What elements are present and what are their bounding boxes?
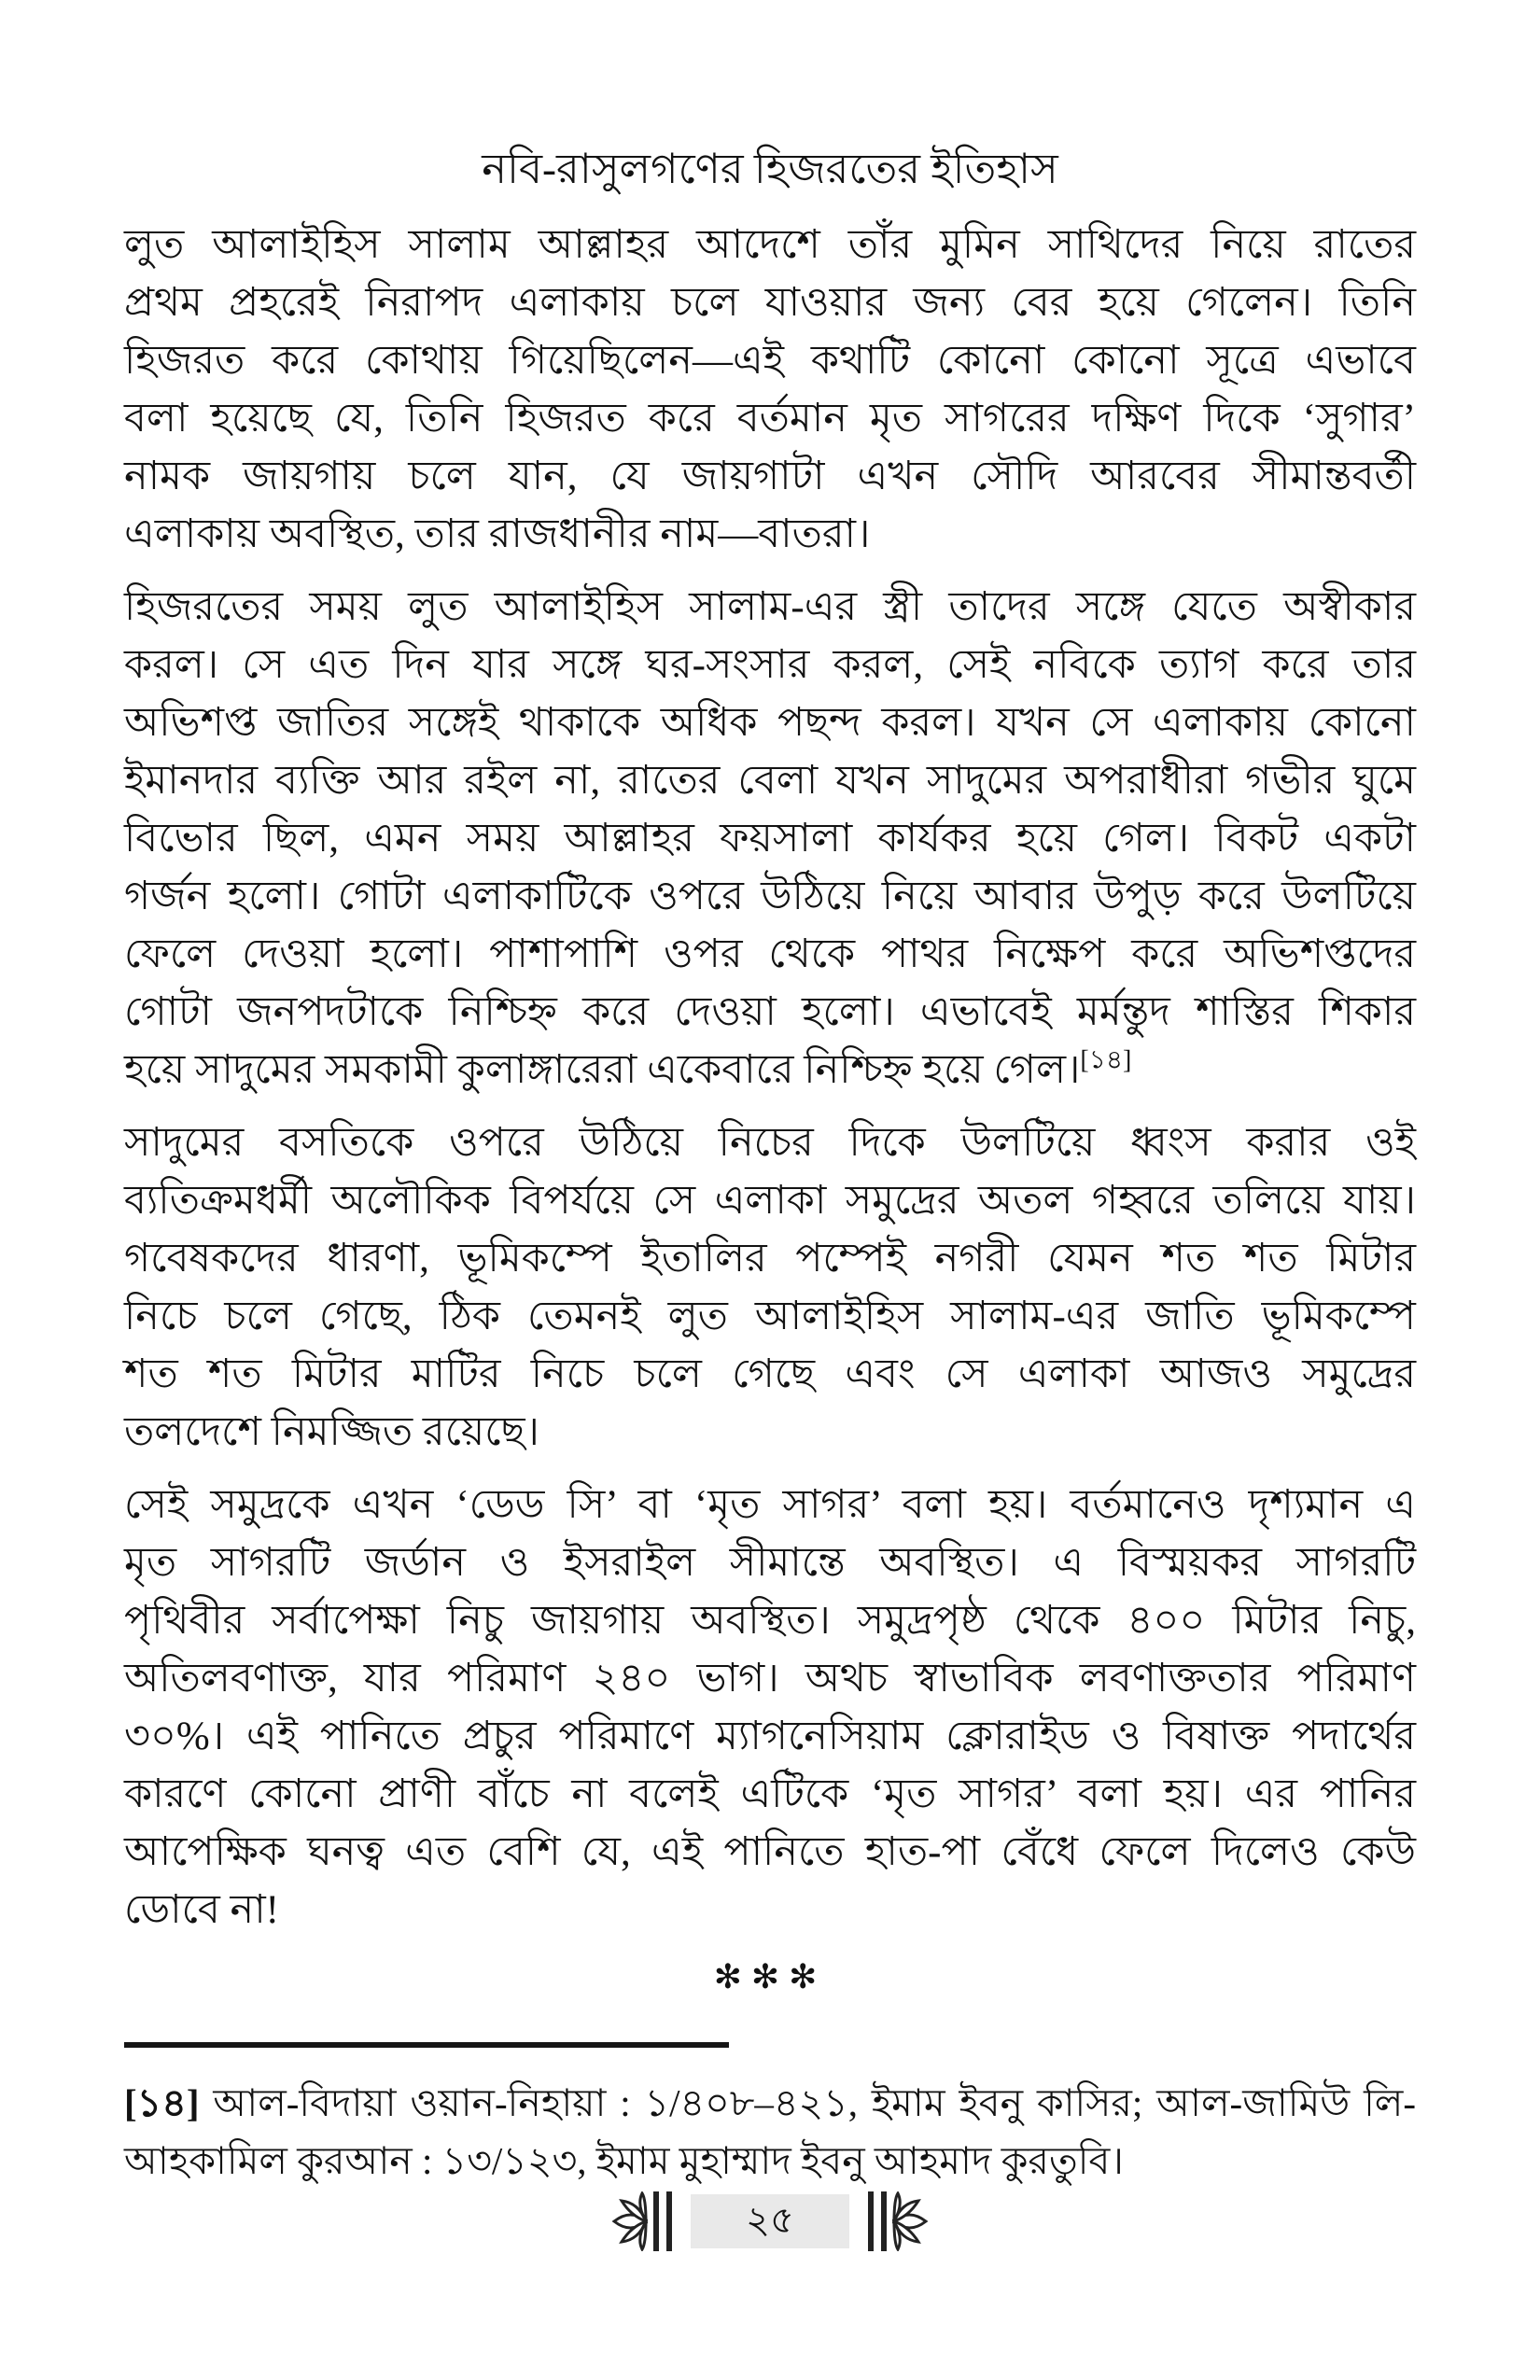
text-line: বিভোর ছিল, এমন সময় আল্লাহর ফয়সালা কার্যকর হয়ে গেল। বিকট একটা: [124, 817, 1416, 861]
text-line: করল। সে এত দিন যার সঙ্গে ঘর-সংসার করল, সেই নবিকে ত্যাগ করে তার: [124, 643, 1416, 687]
text-line: সেই সমুদ্রকে এখন ‘ডেড সি’ বা ‘মৃত সাগর’ বলা হয়। বর্তমানেও দৃশ্যমান এ: [124, 1483, 1416, 1527]
text-line: [124, 1042, 1416, 1099]
footnote-text: আহকামিল কুরআন : ১৩/১২৩, ইমাম মুহাম্মাদ ইবনু আহমাদ কুরতুবি।: [124, 2139, 1124, 2182]
chapter-title: নবি-রাসুলগণের হিজরতের ইতিহাস: [482, 146, 1058, 192]
text-line-fragment: হয়ে সাদুমের সমকামী কুলাঙ্গারেরা একেবারে নিশ্চিহ্ন হয়ে গেল।: [124, 1048, 1081, 1092]
text-line: নামক জায়গায় চলে যান, যে জায়গাটা এখন সৌদি আরবের সীমান্তবর্তী: [124, 455, 1416, 498]
text-line: অভিশপ্ত জাতির সঙ্গেই থাকাকে অধিক পছন্দ করল। যখন সে এলাকায় কোনো: [124, 701, 1416, 745]
paragraph-4: [124, 1477, 1416, 1939]
text-line: শত শত মিটার মাটির নিচে চলে গেছে এবং সে এলাকা আজও সমুদ্রের: [124, 1352, 1416, 1396]
text-line: গোটা জনপদটাকে নিশ্চিহ্ন করে দেওয়া হলো। এভাবেই মর্মন্তুদ শাস্তির শিকার: [124, 990, 1416, 1034]
text-line: বলা হয়েছে যে, তিনি হিজরত করে বর্তমান মৃত সাগরের দক্ষিণ দিকে ‘সুগার’: [124, 397, 1416, 441]
text-line: ডোবে না!: [124, 1888, 279, 1932]
text-line: এলাকায় অবস্থিত, তার রাজধানীর নাম—বাতরা।: [124, 512, 871, 556]
page-number: ২৫: [691, 2194, 849, 2248]
lotus-ornament-right-icon: [892, 2191, 935, 2251]
footnote-marker: [১৪]: [124, 2081, 200, 2124]
divider-bars-right: [868, 2191, 887, 2251]
text-line: হিজরতের সময় লুত আলাইহিস সালাম-এর স্ত্রী তাদের সঙ্গে যেতে অস্বীকার: [124, 585, 1416, 629]
section-separator: ✻✻✻: [713, 1958, 827, 1995]
divider-bars-left: [653, 2191, 672, 2251]
text-line: সাদুমের বসতিকে ওপরে উঠিয়ে নিচের দিকে উলটিয়ে ধ্বংস করার ওই: [124, 1121, 1416, 1165]
text-line: লুত আলাইহিস সালাম আল্লাহর আদেশে তাঁর মুমিন সাথিদের নিয়ে রাতের: [124, 223, 1416, 267]
text-line: নিচে চলে গেছে, ঠিক তেমনই লুত আলাইহিস সালাম-এর জাতি ভূমিকম্পে: [124, 1295, 1416, 1338]
footnote-divider: [124, 2042, 729, 2048]
text-line: অতিলবণাক্ত, যার পরিমাণ ২৪০ ভাগ। অথচ স্বাভাবিক লবণাক্ততার পরিমাণ: [124, 1657, 1416, 1701]
text-line: পৃথিবীর সর্বাপেক্ষা নিচু জায়গায় অবস্থিত। সমুদ্রপৃষ্ঠ থেকে ৪০০ মিটার নিচু,: [124, 1599, 1416, 1643]
text-line: ব্যতিক্রমধর্মী অলৌকিক বিপর্যয়ে সে এলাকা সমুদ্রের অতল গহ্বরে তলিয়ে যায়।: [124, 1179, 1416, 1223]
footnote-text: [124, 2074, 1416, 2132]
text-line: কারণে কোনো প্রাণী বাঁচে না বলেই এটিকে ‘মৃত সাগর’ বলা হয়। এর পানির: [124, 1772, 1416, 1816]
divider-bar: [881, 2191, 887, 2251]
divider-bar: [666, 2191, 672, 2251]
text-line: ফেলে দেওয়া হলো। পাশাপাশি ওপর থেকে পাথর নিক্ষেপ করে অভিশপ্তদের: [124, 932, 1416, 976]
lotus-ornament-left-icon: [605, 2191, 648, 2251]
text-line: হিজরত করে কোথায় গিয়েছিলেন—এই কথাটি কোনো কোনো সূত্রে এভাবে: [124, 339, 1416, 383]
text-line: ৩০%। এই পানিতে প্রচুর পরিমাণে ম্যাগনেসিয়াম ক্লোরাইড ও বিষাক্ত পদার্থের: [124, 1715, 1416, 1758]
text-line: প্রথম প্রহরেই নিরাপদ এলাকায় চলে যাওয়ার জন্য বের হয়ে গেলেন। তিনি: [124, 281, 1416, 325]
footnote-text-fragment: আল-বিদায়া ওয়ান-নিহায়া : ১/৪০৮–৪২১, ইমাম ইবনু কাসির; আল-জামিউ লি-: [213, 2081, 1416, 2124]
text-line: মৃত সাগরটি জর্ডান ও ইসরাইল সীমান্তে অবস্থিত। এ বিস্ময়কর সাগরটি: [124, 1541, 1416, 1585]
text-line: ইমানদার ব্যক্তি আর রইল না, রাতের বেলা যখন সাদুমের অপরাধীরা গভীর ঘুমে: [124, 759, 1416, 803]
text-line: গবেষকদের ধারণা, ভূমিকম্পে ইতালির পম্পেই নগরী যেমন শত শত মিটার: [124, 1237, 1416, 1281]
divider-bar: [653, 2191, 659, 2251]
paragraph-3: [124, 1114, 1416, 1462]
text-line: আপেক্ষিক ঘনত্ব এত বেশি যে, এই পানিতে হাত-পা বেঁধে ফেলে দিলেও কেউ: [124, 1830, 1416, 1874]
text-line: তলদেশে নিমজ্জিত রয়েছে।: [124, 1410, 539, 1454]
page-content: [0, 140, 1540, 1997]
text-line: গর্জন হলো। গোটা এলাকাটিকে ওপরে উঠিয়ে নিয়ে আবার উপুড় করে উলটিয়ে: [124, 875, 1416, 918]
page-footer: [0, 2191, 1540, 2251]
paragraph-2: [124, 579, 1416, 1099]
footnote-reference: [১৪]: [1080, 1045, 1132, 1075]
footnote-block: [124, 2042, 1416, 2190]
paragraph-1: [124, 217, 1416, 564]
divider-bar: [868, 2191, 874, 2251]
